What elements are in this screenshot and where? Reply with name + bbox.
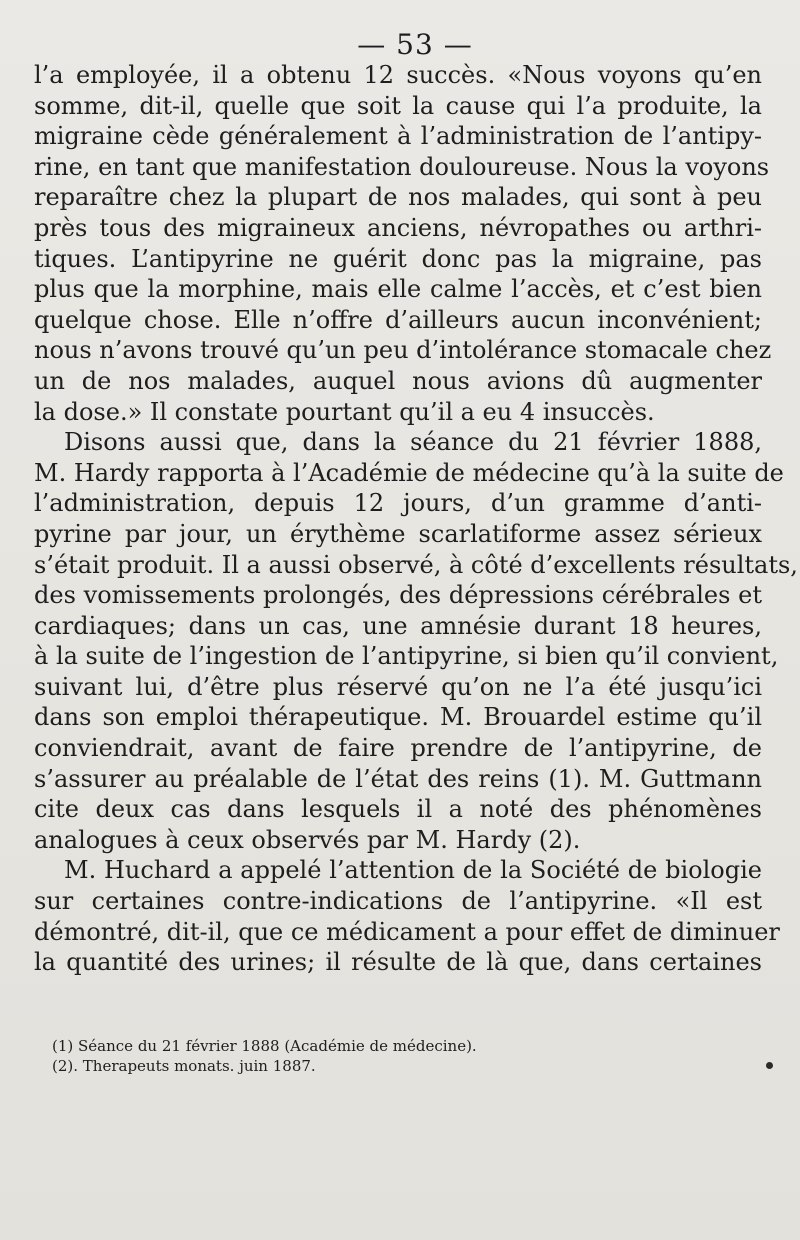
text-line: tiques. L’antipyrine ne guérit donc pas la migraine, pas	[34, 244, 762, 273]
text-line: cardiaques; dans un cas, une amnésie durant 18 heures,	[34, 611, 762, 640]
page-number: — 53 —	[357, 28, 473, 61]
text-line: la dose.» Il constate pourtant qu’il a eu 4 insuccès.	[34, 397, 655, 426]
text-line: s’assurer au préalable de l’état des reins (1). M. Guttmann	[34, 764, 762, 793]
text-line: l’administration, depuis 12 jours, d’un gramme d’anti-	[34, 489, 762, 518]
text-line: pyrine par jour, un érythème scarlatiforme assez sérieux	[34, 519, 762, 548]
text-line: M. Huchard a appelé l’attention de la Société de biologie	[64, 856, 762, 885]
text-line: la quantité des urines; il résulte de là que, dans certaines	[34, 948, 762, 977]
body-text	[34, 60, 798, 978]
text-line: reparaître chez la plupart de nos malades, qui sont à peu	[34, 183, 762, 212]
text-line: l’a employée, il a obtenu 12 succès. «Nous voyons qu’en	[34, 61, 762, 89]
text-line: un de nos malades, auquel nous avions dû augmenter	[34, 366, 762, 395]
text-line: somme, dit-il, quelle que soit la cause qui l’a produite, la	[34, 91, 762, 120]
ink-dot	[766, 1062, 773, 1069]
text-line: rine, en tant que manifestation douloureuse. Nous la voyons	[34, 152, 770, 181]
text-line: suivant lui, d’être plus réservé qu’on ne l’a été jusqu’ici	[34, 672, 762, 701]
footnotes	[52, 1036, 477, 1076]
text-line: analogues à ceux observés par M. Hardy (2).	[34, 825, 581, 854]
text-line: près tous des migraineux anciens, névropathes ou arthri-	[34, 213, 762, 242]
text-line: Disons aussi que, dans la séance du 21 février 1888,	[64, 428, 762, 457]
text-line: quelque chose. Elle n’offre d’ailleurs aucun inconvénient;	[34, 305, 762, 334]
footnote-2: (2). Therapeuts monats. juin 1887.	[52, 1057, 316, 1075]
text-line: démontré, dit-il, que ce médicament a pour effet de diminuer	[34, 917, 780, 946]
text-line: nous n’avons trouvé qu’un peu d’intolérance stomacale chez	[34, 336, 772, 365]
text-line: sur certaines contre-indications de l’antipyrine. «Il est	[34, 887, 762, 916]
text-line: des vomissements prolongés, des dépressions cérébrales et	[34, 581, 762, 610]
text-line: cite deux cas dans lesquels il a noté des phénomènes	[34, 795, 762, 824]
text-line: migraine cède généralement à l’administration de l’antipy-	[34, 122, 762, 151]
text-line: à la suite de l’ingestion de l’antipyrine, si bien qu’il convient,	[34, 642, 779, 671]
footnote-1: (1) Séance du 21 février 1888 (Académie de médecine).	[52, 1037, 477, 1055]
text-line: M. Hardy rapporta à l’Académie de médecine qu’à la suite de	[34, 458, 784, 487]
text-line: s’était produit. Il a aussi observé, à côté d’excellents résultats,	[34, 550, 798, 579]
text-line: dans son emploi thérapeutique. M. Brouardel estime qu’il	[34, 703, 762, 732]
text-line: conviendrait, avant de faire prendre de l’antipyrine, de	[34, 734, 762, 763]
text-line: plus que la morphine, mais elle calme l’accès, et c’est bien	[34, 275, 762, 304]
